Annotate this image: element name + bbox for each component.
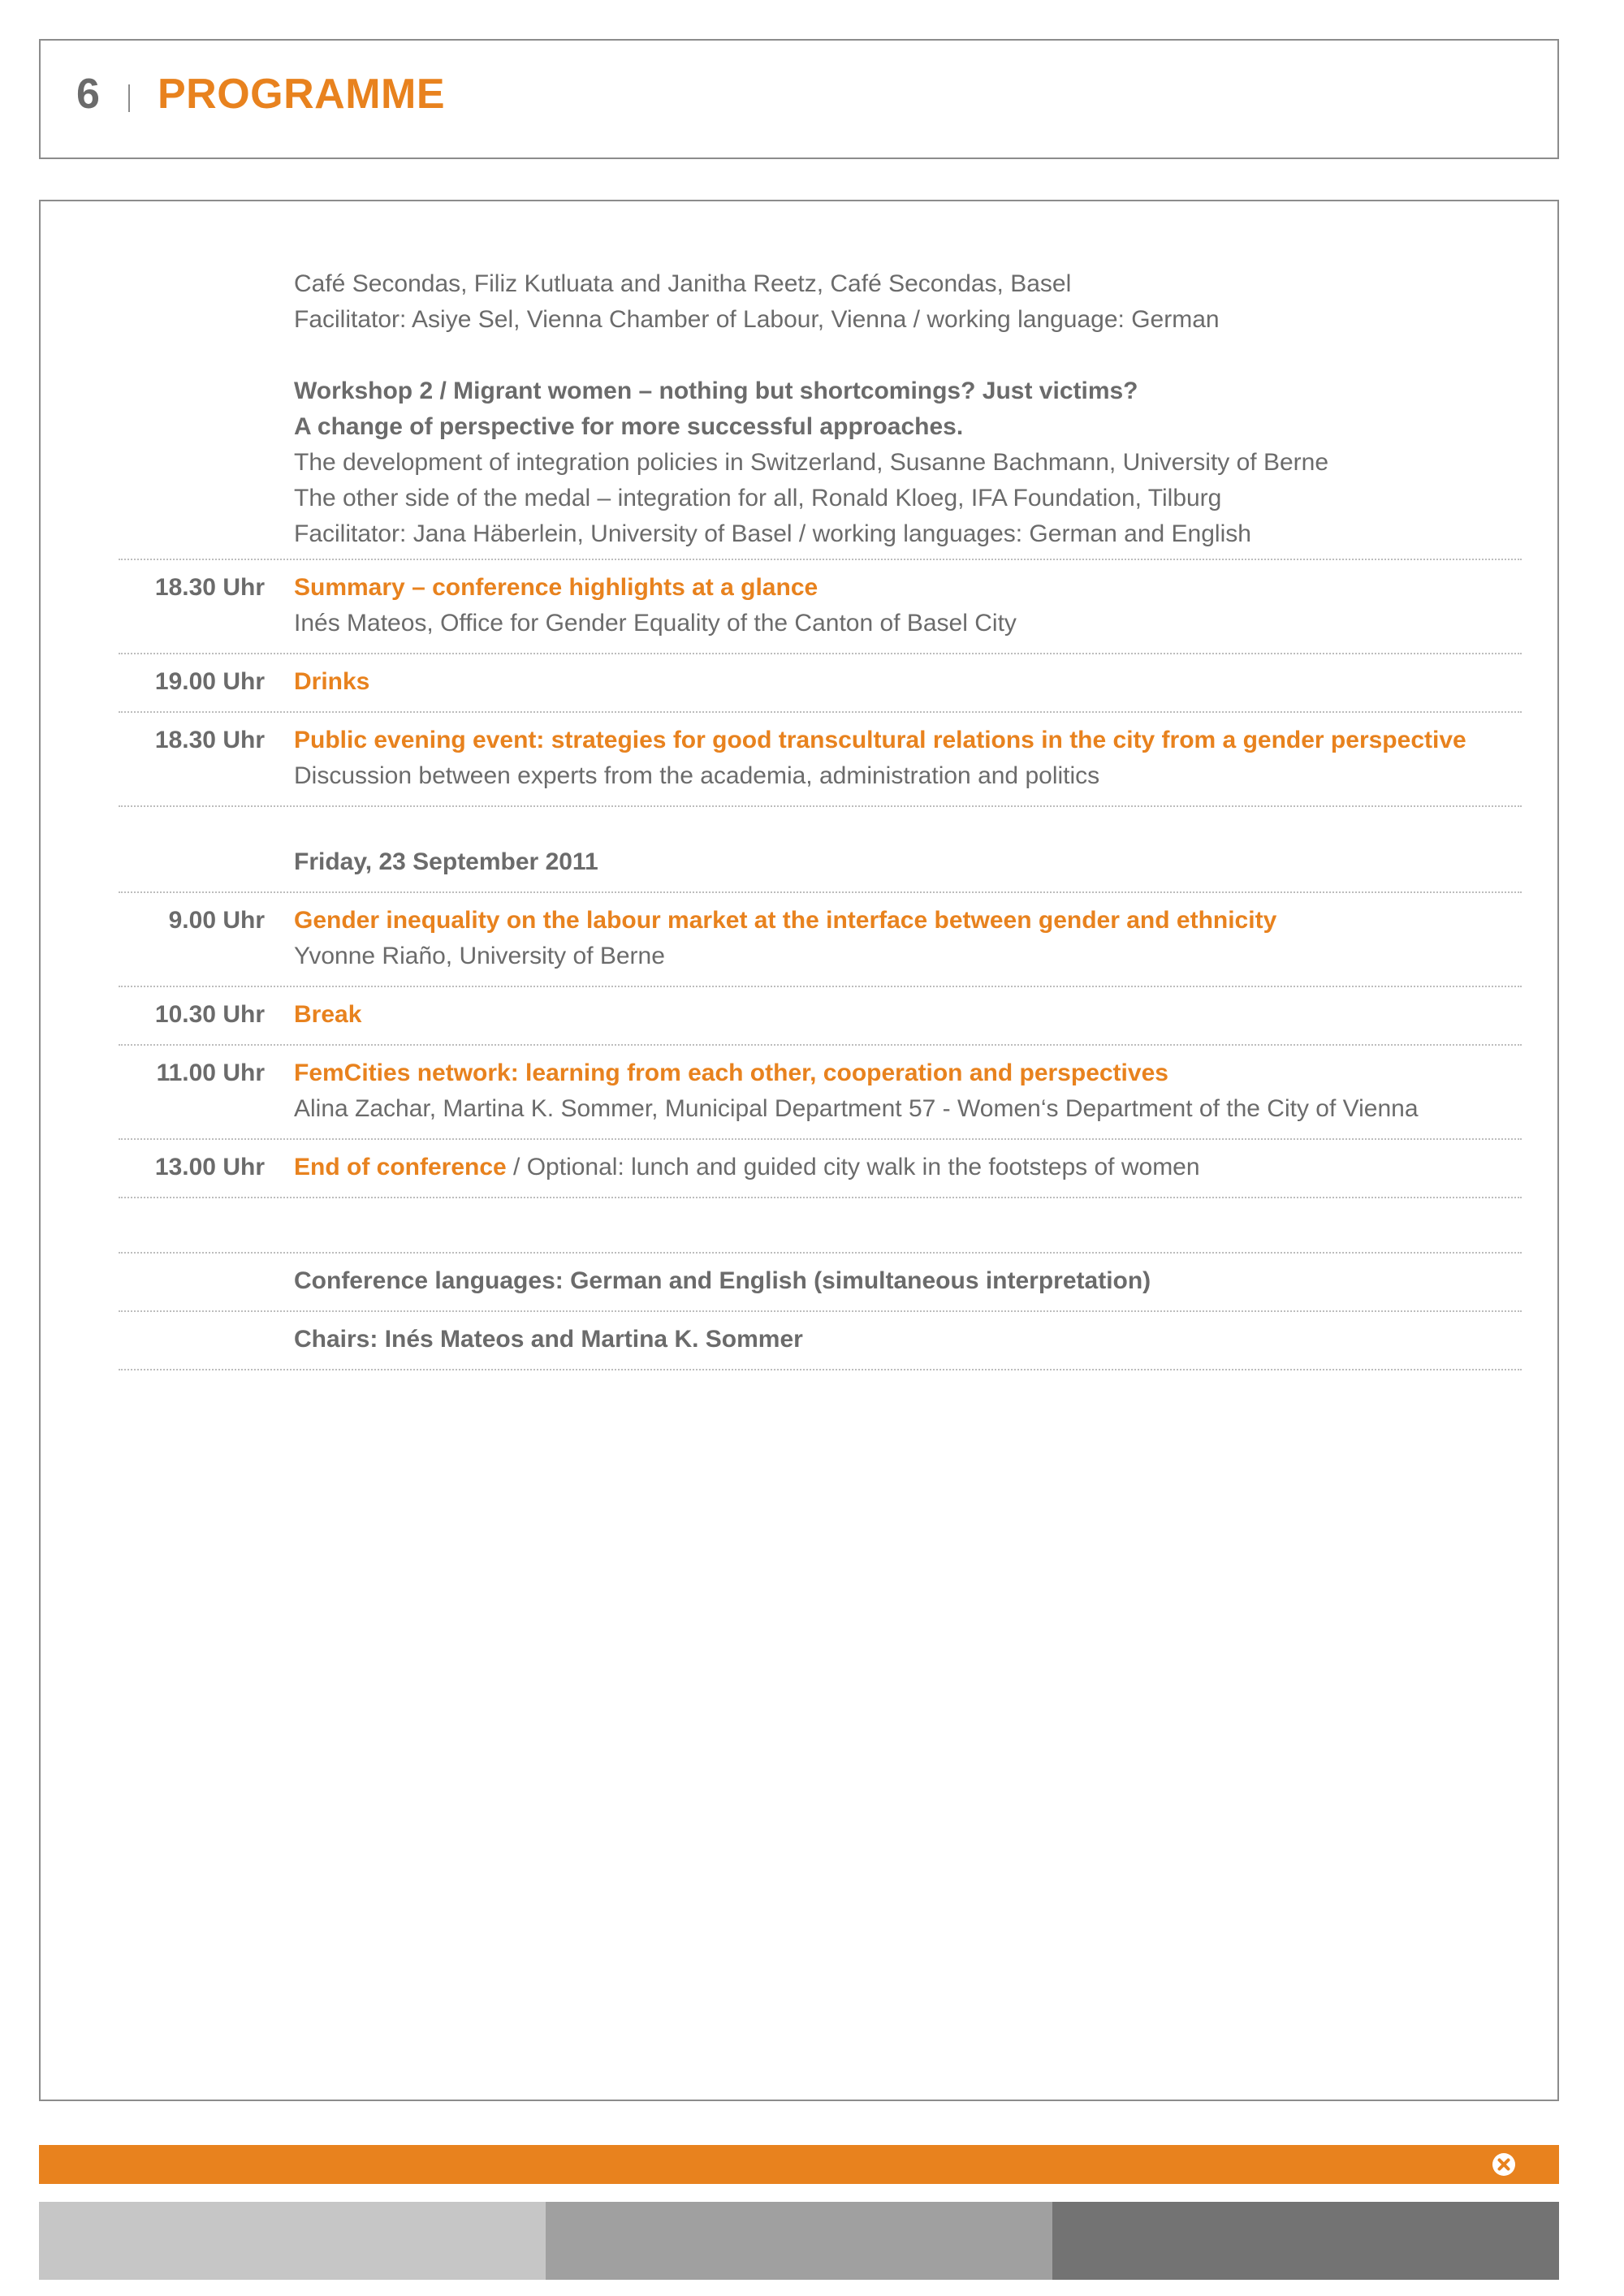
schedule-detail: / Optional: lunch and guided city walk in the footsteps of women: [506, 1154, 1200, 1180]
orange-footer-bar: [39, 2145, 1559, 2184]
schedule-detail: Discussion between experts from the academia, administration and politics: [294, 762, 1100, 789]
schedule-description: [294, 664, 1522, 700]
intro-block: [119, 266, 1522, 338]
schedule-title-inline: [294, 1150, 1522, 1185]
schedule-description: [294, 997, 1522, 1033]
schedule-row: [119, 987, 1522, 1046]
schedule-time: 19.00 Uhr: [154, 668, 265, 695]
schedule-time: 9.00 Uhr: [168, 907, 265, 934]
schedule-description: [294, 1150, 1522, 1185]
schedule-time: 11.00 Uhr: [156, 1060, 265, 1086]
spacer-row: [119, 1198, 1522, 1254]
chairs-row: [119, 1312, 1522, 1370]
programme-list: [119, 266, 1522, 1370]
date-heading: [294, 844, 1522, 880]
schedule-detail: Yvonne Riaño, University of Berne: [294, 943, 665, 969]
schedule-row: [119, 1046, 1522, 1140]
intro-line: Facilitator: Asiye Sel, Vienna Chamber of Labour, Vienna / working language: German: [294, 306, 1220, 333]
schedule-title: Break: [294, 1001, 362, 1028]
languages-row: [119, 1254, 1522, 1312]
schedule-time: 13.00 Uhr: [154, 1154, 265, 1180]
schedule-title: Summary – conference highlights at a glance: [294, 574, 818, 601]
schedule-title: End of conference: [294, 1154, 507, 1180]
workshop-2-subtitle: A change of perspective for more successful approaches.: [294, 413, 964, 440]
schedule-row: [119, 559, 1522, 654]
intro-line: Café Secondas, Filiz Kutluata and Janitha Reetz, Café Secondas, Basel: [294, 270, 1072, 297]
schedule-title: Public evening event: strategies for good transcultural relations in the city from a gender perspective: [294, 727, 1466, 753]
close-circle-icon[interactable]: [1491, 2151, 1517, 2177]
programme-content: [39, 200, 1559, 2101]
conference-languages: Conference languages: German and English (simultaneous interpretation): [294, 1267, 1151, 1294]
page-number: 6: [76, 71, 100, 118]
footer-band-dark: [1052, 2202, 1559, 2280]
header-divider: [128, 84, 130, 112]
footer-band-mid: [546, 2202, 1052, 2280]
schedule-row: [119, 893, 1522, 987]
schedule-row: [119, 1140, 1522, 1198]
workshop-2-title: Workshop 2 / Migrant women – nothing but shortcomings? Just victims?: [294, 378, 1138, 404]
workshop-2-line: Facilitator: Jana Häberlein, University of Basel / working languages: German and English: [294, 520, 1251, 547]
date-heading-row: [119, 835, 1522, 893]
schedule-title: Gender inequality on the labour market at the interface between gender and ethnicity: [294, 907, 1277, 934]
schedule-description: [294, 903, 1522, 974]
schedule-title: FemCities network: learning from each other, cooperation and perspectives: [294, 1060, 1168, 1086]
conference-chairs: Chairs: Inés Mateos and Martina K. Sommer: [294, 1326, 803, 1353]
day-2-date: Friday, 23 September 2011: [294, 848, 598, 875]
page-title: PROGRAMME: [158, 71, 446, 118]
schedule-detail: Alina Zachar, Martina K. Sommer, Municipal Department 57 - Women‘s Department of the City of Vienna: [294, 1095, 1419, 1122]
schedule-description: [294, 1055, 1522, 1127]
footer-band-light: [39, 2202, 546, 2280]
schedule-description: [294, 570, 1522, 641]
schedule-row: [119, 713, 1522, 807]
schedule-time: 10.30 Uhr: [154, 1001, 265, 1028]
page-header: [39, 39, 1559, 159]
schedule-time: 18.30 Uhr: [154, 727, 265, 753]
schedule-detail: Inés Mateos, Office for Gender Equality of the Canton of Basel City: [294, 610, 1017, 637]
schedule-title: Drinks: [294, 668, 370, 695]
workshop-2-line: The other side of the medal – integration for all, Ronald Kloeg, IFA Foundation, Tilburg: [294, 485, 1222, 511]
schedule-description: [294, 723, 1522, 794]
schedule-time: 18.30 Uhr: [154, 574, 265, 601]
workshop-2-block: [119, 373, 1522, 552]
workshop-2-line: The development of integration policies in Switzerland, Susanne Bachmann, University of Berne: [294, 449, 1329, 476]
schedule-row: [119, 654, 1522, 713]
